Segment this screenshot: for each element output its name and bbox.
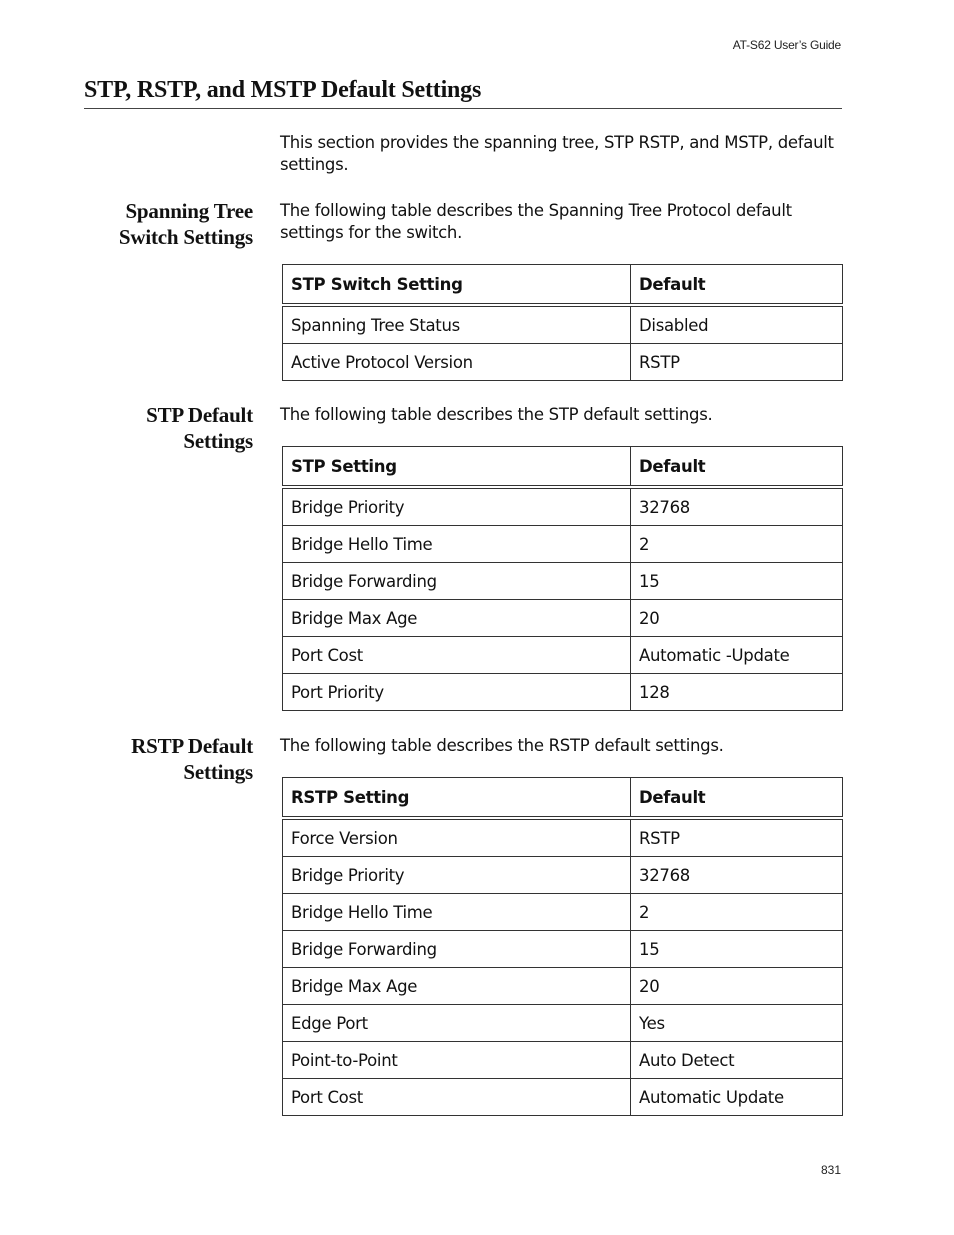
- column-header-default: Default: [631, 778, 843, 819]
- table-header-row: [283, 447, 843, 488]
- default-cell: 2: [631, 894, 843, 931]
- table-row: [283, 487, 843, 526]
- table-row: [283, 344, 843, 381]
- section-title: STP, RSTP, and MSTP Default Settings: [84, 77, 842, 109]
- table-row: [283, 526, 843, 563]
- table-row: [283, 1079, 843, 1116]
- table-row: [283, 600, 843, 637]
- column-header-default: Default: [631, 447, 843, 488]
- setting-cell: Edge Port: [283, 1005, 631, 1042]
- spanning-tree-text: The following table describes the Spanning Tree Protocol default settings for the switch.: [280, 201, 792, 242]
- table-header-row: [283, 778, 843, 819]
- default-cell: 128: [631, 674, 843, 711]
- default-cell: Automatic -Update: [631, 637, 843, 674]
- rstp-default-heading: [63, 733, 253, 785]
- column-header-setting: STP Switch Setting: [283, 265, 631, 306]
- page-number: 831: [820, 1163, 841, 1177]
- default-cell: RSTP: [631, 344, 843, 381]
- stp-settings-table: [282, 446, 843, 711]
- setting-cell: Port Cost: [283, 1079, 631, 1116]
- default-cell: 2: [631, 526, 843, 563]
- table-row: [283, 931, 843, 968]
- default-cell: RSTP: [631, 818, 843, 857]
- table-row: [283, 818, 843, 857]
- setting-cell: Bridge Max Age: [283, 600, 631, 637]
- default-cell: 15: [631, 931, 843, 968]
- setting-cell: Point-to-Point: [283, 1042, 631, 1079]
- rstp-default-heading-line1: RSTP Default: [131, 734, 253, 758]
- default-cell: 15: [631, 563, 843, 600]
- column-header-setting: STP Setting: [283, 447, 631, 488]
- running-header: AT-S62 User’s Guide: [732, 38, 841, 52]
- stp-default-heading: [63, 402, 253, 454]
- rstp-default-heading-line2: Settings: [183, 760, 253, 784]
- default-cell: Yes: [631, 1005, 843, 1042]
- table-row: [283, 1005, 843, 1042]
- table-row: [283, 968, 843, 1005]
- setting-cell: Active Protocol Version: [283, 344, 631, 381]
- setting-cell: Bridge Max Age: [283, 968, 631, 1005]
- stp-default-heading-line2: Settings: [183, 429, 253, 453]
- stp-default-text: The following table describes the STP default settings.: [280, 405, 713, 424]
- stp-default-heading-line1: STP Default: [146, 403, 253, 427]
- setting-cell: Bridge Forwarding: [283, 563, 631, 600]
- section-intro: This section provides the spanning tree, STP RSTP, and MSTP, default settings.: [280, 133, 834, 174]
- setting-cell: Bridge Forwarding: [283, 931, 631, 968]
- default-cell: 32768: [631, 487, 843, 526]
- default-cell: Disabled: [631, 305, 843, 344]
- table-row: [283, 894, 843, 931]
- spanning-tree-heading: [63, 198, 253, 250]
- rstp-settings-table: [282, 777, 843, 1116]
- default-cell: 20: [631, 968, 843, 1005]
- table-row: [283, 1042, 843, 1079]
- table-row: [283, 637, 843, 674]
- column-header-default: Default: [631, 265, 843, 306]
- table-row: [283, 305, 843, 344]
- setting-cell: Bridge Priority: [283, 857, 631, 894]
- setting-cell: Port Cost: [283, 637, 631, 674]
- table-header-row: [283, 265, 843, 306]
- rstp-default-text: The following table describes the RSTP default settings.: [280, 736, 724, 755]
- default-cell: Auto Detect: [631, 1042, 843, 1079]
- default-cell: Automatic Update: [631, 1079, 843, 1116]
- table-row: [283, 563, 843, 600]
- stp-switch-settings-table: [282, 264, 843, 381]
- setting-cell: Force Version: [283, 818, 631, 857]
- setting-cell: Bridge Hello Time: [283, 526, 631, 563]
- spanning-tree-heading-line2: Switch Settings: [118, 225, 253, 249]
- table-row: [283, 674, 843, 711]
- spanning-tree-heading-line1: Spanning Tree: [125, 199, 253, 223]
- setting-cell: Spanning Tree Status: [283, 305, 631, 344]
- setting-cell: Port Priority: [283, 674, 631, 711]
- default-cell: 32768: [631, 857, 843, 894]
- default-cell: 20: [631, 600, 843, 637]
- table-row: [283, 857, 843, 894]
- setting-cell: Bridge Priority: [283, 487, 631, 526]
- setting-cell: Bridge Hello Time: [283, 894, 631, 931]
- column-header-setting: RSTP Setting: [283, 778, 631, 819]
